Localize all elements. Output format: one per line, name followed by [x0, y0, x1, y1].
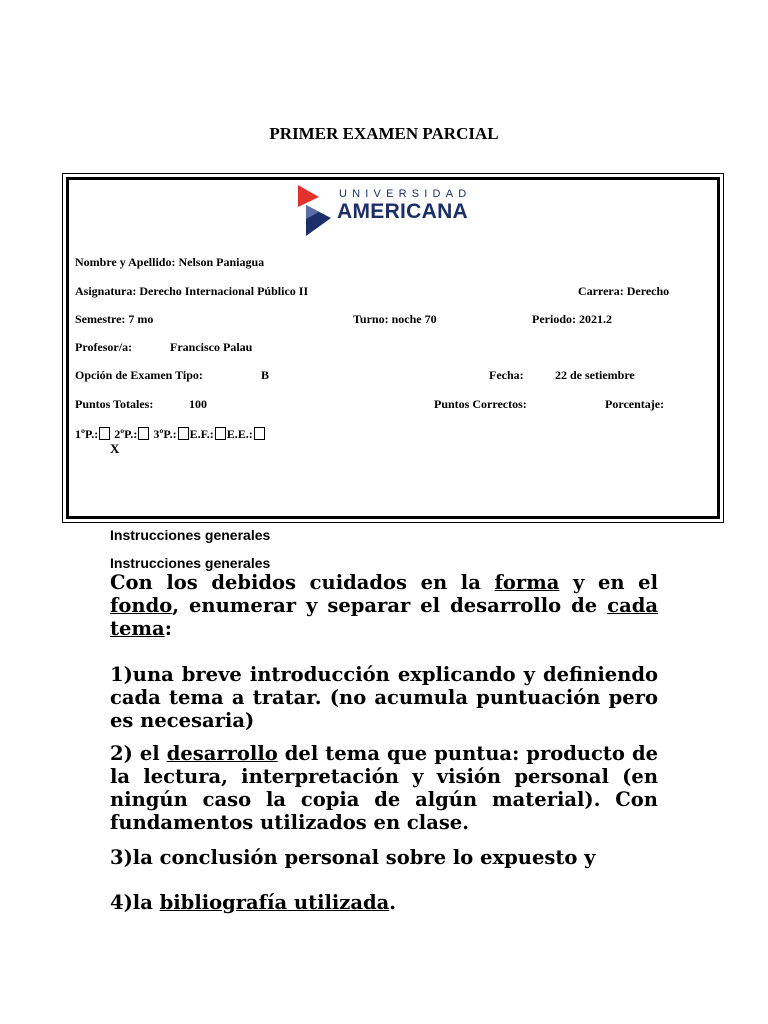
- field-profesor-value: Francisco Palau: [170, 340, 253, 354]
- university-logo: [297, 183, 492, 238]
- instruction-item-4: [110, 891, 658, 914]
- field-fecha-value: 22 de setiembre: [555, 368, 635, 382]
- logo-text-americana: AMERICANA: [337, 200, 469, 223]
- item4-text-a: 4)la: [110, 891, 160, 914]
- intro-text-b: y en el: [559, 571, 658, 594]
- instructions-heading-1: Instrucciones generales: [110, 527, 271, 543]
- instruction-item-2: [110, 742, 658, 834]
- instruction-item-1: 1)una breve introducción explicando y definiendo cada tema a tratar. (no acumula puntuación pero es necesaria): [110, 663, 658, 732]
- item2-text-a: 2) el: [110, 742, 167, 765]
- option-ee-checkbox[interactable]: [254, 427, 265, 440]
- field-porcentaje-label: Porcentaje:: [605, 397, 665, 411]
- field-puntos-correctos-label: Puntos Correctos:: [434, 397, 527, 411]
- intro-text-a: Con los debidos cuidados en la: [110, 571, 495, 594]
- field-opcion-label: Opción de Examen Tipo:: [75, 368, 203, 382]
- instructions-heading-2: Instrucciones generales: [110, 555, 271, 571]
- option-3p-label: 3ºP.:: [153, 427, 177, 441]
- instructions-paragraph-intro: [110, 571, 658, 640]
- option-ef-checkbox[interactable]: [215, 427, 226, 440]
- selected-option-mark: X: [110, 441, 120, 456]
- intro-underline-cada-tema: cada tema: [110, 594, 658, 640]
- item4-underline-bibliografia: bibliografía utilizada: [159, 891, 390, 914]
- field-puntos-totales-value: 100: [189, 397, 207, 411]
- option-3p-checkbox[interactable]: [178, 427, 189, 440]
- instruction-item-3: 3)la conclusión personal sobre lo expuesto y: [110, 846, 596, 869]
- logo-text-universidad: UNIVERSIDAD: [339, 188, 472, 200]
- intro-underline-forma: forma: [494, 571, 560, 594]
- option-1p-checkbox[interactable]: [99, 427, 110, 440]
- field-turno: Turno: noche 70: [353, 312, 437, 326]
- option-ee-label: E.E.:: [226, 427, 253, 441]
- field-nombre: Nombre y Apellido: Nelson Paniagua: [75, 255, 265, 269]
- intro-underline-fondo: fondo: [110, 594, 173, 617]
- field-periodo: Periodo: 2021.2: [532, 312, 612, 326]
- item4-text-b: .: [389, 891, 397, 914]
- field-opcion-value: B: [261, 368, 270, 382]
- option-1p-label: 1ºP.:: [75, 427, 99, 441]
- item2-underline-desarrollo: desarrollo: [166, 742, 278, 765]
- option-ef-label: E.F.:: [189, 427, 214, 441]
- field-semestre: Semestre: 7 mo: [75, 312, 154, 326]
- field-asignatura: Asignatura: Derecho Internacional Público II: [75, 284, 309, 298]
- logo-emblem-icon: [297, 183, 333, 238]
- field-fecha-label: Fecha:: [489, 368, 524, 382]
- exam-type-options: [75, 427, 266, 442]
- option-2p-checkbox[interactable]: [138, 427, 149, 440]
- field-carrera: Carrera: Derecho: [578, 284, 670, 298]
- field-profesor-label: Profesor/a:: [75, 340, 133, 354]
- intro-text-d: :: [164, 617, 172, 640]
- item2-text-b: del tema que puntua: producto de la lectura, interpretación y visión personal (en ningún caso la copia de algún material). Con fundamentos utilizados en clase.: [110, 742, 659, 834]
- option-2p-label: 2ºP.:: [114, 427, 138, 441]
- field-puntos-totales-label: Puntos Totales:: [75, 397, 154, 411]
- exam-title: PRIMER EXAMEN PARCIAL: [269, 124, 499, 143]
- intro-text-c: , enumerar y separar el desarrollo de: [172, 594, 608, 617]
